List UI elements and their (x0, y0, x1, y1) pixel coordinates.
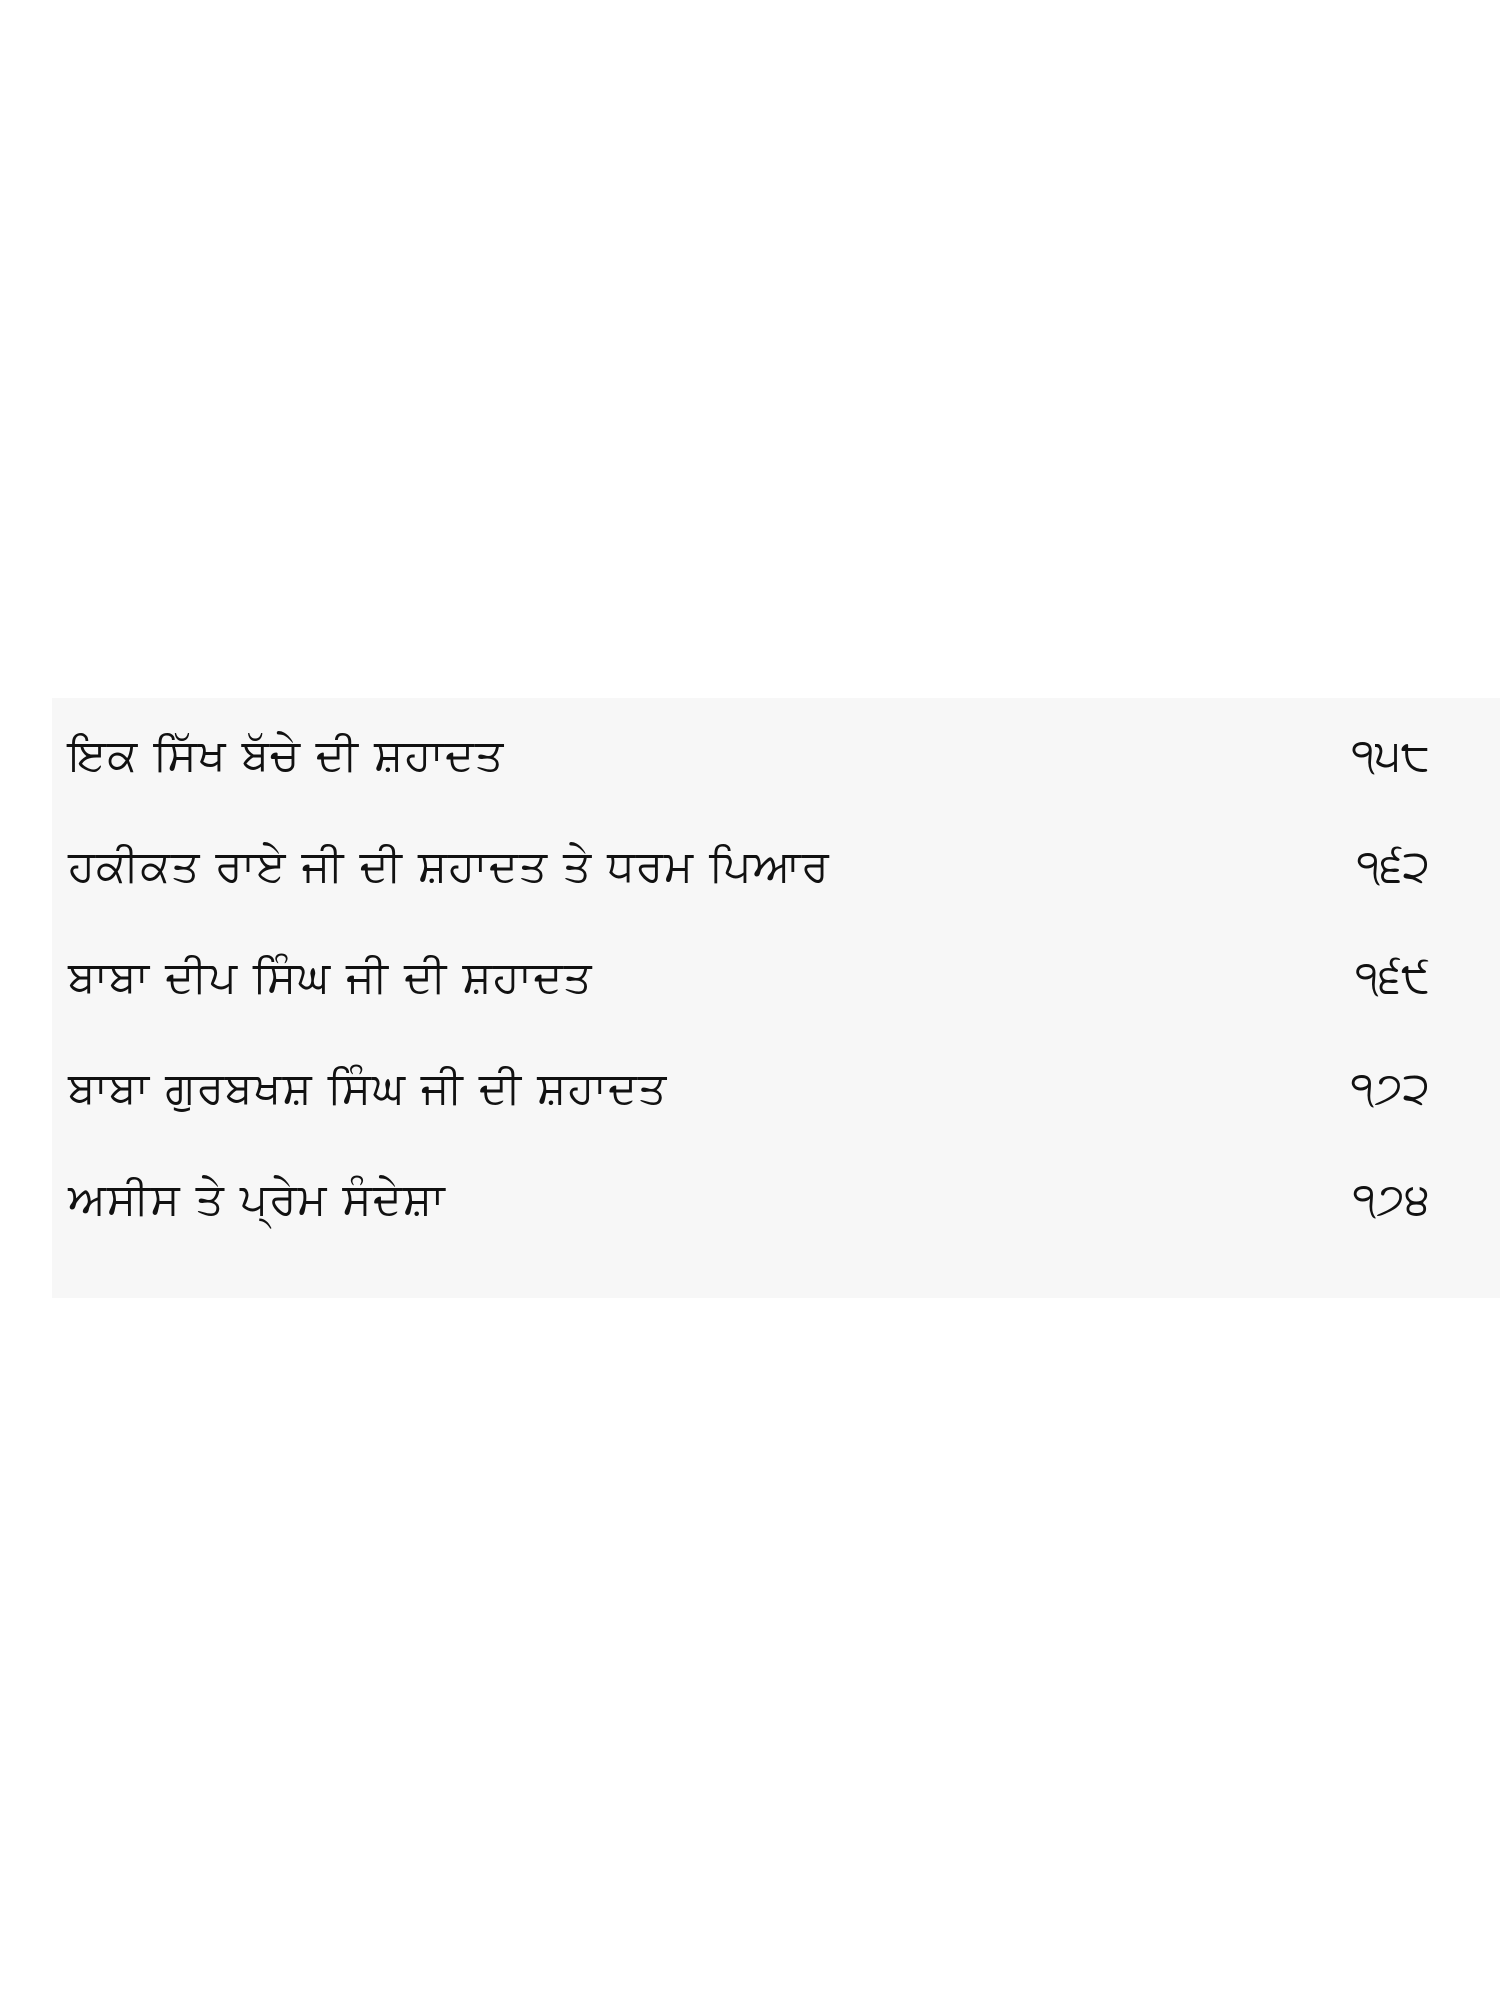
toc-entry (68, 700, 1430, 811)
toc-entry-title: ਹਕੀਕਤ ਰਾਏ ਜੀ ਦੀ ਸ਼ਹਾਦਤ ਤੇ ਧਰਮ ਪਿਆਰ (68, 841, 830, 892)
toc-entry-title: ਅਸੀਸ ਤੇ ਪ੍ਰੇਮ ਸੰਦੇਸ਼ਾ (68, 1174, 446, 1225)
toc-entry-title: ਇਕ ਸਿੱਖ ਬੱਚੇ ਦੀ ਸ਼ਹਾਦਤ (68, 730, 505, 781)
toc-entry-page-number: ੧੬੯ (1354, 952, 1430, 1003)
toc-entry (68, 1033, 1430, 1144)
toc-entry-page-number: ੧੭੨ (1350, 1063, 1430, 1114)
toc-entry-title: ਬਾਬਾ ਗੁਰਬਖਸ਼ ਸਿੰਘ ਜੀ ਦੀ ਸ਼ਹਾਦਤ (68, 1063, 668, 1114)
toc-entry-page-number: ੧੭੪ (1352, 1174, 1430, 1225)
toc-entry (68, 1144, 1430, 1255)
toc-entry-page-number: ੧੬੨ (1356, 841, 1430, 892)
toc-entry-title: ਬਾਬਾ ਦੀਪ ਸਿੰਘ ਜੀ ਦੀ ਸ਼ਹਾਦਤ (68, 952, 593, 1003)
toc-entry (68, 811, 1430, 922)
toc-entry-page-number: ੧੫੮ (1351, 730, 1430, 781)
toc-entry (68, 922, 1430, 1033)
table-of-contents-list (68, 700, 1430, 1255)
